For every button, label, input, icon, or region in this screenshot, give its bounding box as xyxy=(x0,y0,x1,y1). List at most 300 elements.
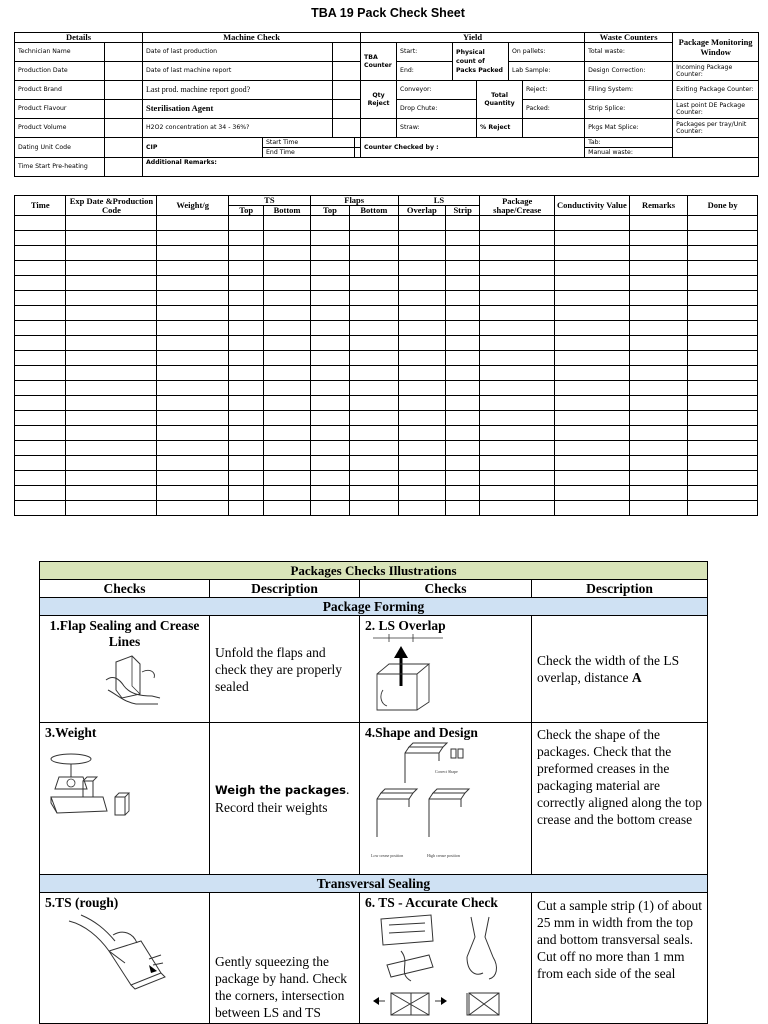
log-cell[interactable] xyxy=(66,381,157,396)
log-cell[interactable] xyxy=(157,441,229,456)
log-cell[interactable] xyxy=(446,276,480,291)
col-checks-1: Checks xyxy=(40,580,210,598)
log-cell[interactable] xyxy=(229,441,264,456)
log-cell[interactable] xyxy=(264,456,310,471)
log-cell[interactable] xyxy=(229,291,264,306)
log-cell[interactable] xyxy=(688,501,758,516)
log-cell[interactable] xyxy=(398,306,445,321)
log-cell[interactable] xyxy=(310,246,349,261)
log-cell[interactable] xyxy=(66,411,157,426)
log-cell[interactable] xyxy=(555,501,630,516)
log-cell[interactable] xyxy=(688,381,758,396)
log-cell[interactable] xyxy=(15,396,66,411)
log-cell[interactable] xyxy=(15,486,66,501)
section-package-forming: Package Forming xyxy=(40,598,708,616)
dating-unit-code-label: Dating Unit Code xyxy=(15,138,105,158)
pct-reject-field[interactable] xyxy=(523,119,585,138)
table-row xyxy=(15,336,758,351)
log-cell[interactable] xyxy=(66,441,157,456)
log-cell[interactable] xyxy=(555,486,630,501)
date-last-machine-report-field[interactable] xyxy=(333,62,361,81)
log-cell[interactable] xyxy=(480,336,555,351)
log-cell[interactable] xyxy=(310,411,349,426)
log-cell[interactable] xyxy=(629,366,688,381)
log-cell[interactable] xyxy=(264,396,310,411)
end-label: End: xyxy=(397,62,453,81)
log-cell[interactable] xyxy=(264,411,310,426)
log-cell[interactable] xyxy=(350,381,398,396)
log-cell[interactable] xyxy=(350,231,398,246)
log-cell[interactable] xyxy=(688,291,758,306)
log-cell[interactable] xyxy=(688,426,758,441)
log-cell[interactable] xyxy=(480,276,555,291)
product-flavour-field[interactable] xyxy=(105,100,143,119)
log-cell[interactable] xyxy=(555,351,630,366)
log-cell[interactable] xyxy=(629,216,688,231)
time-start-preheating-field[interactable] xyxy=(105,158,143,177)
last-point-counter-label: Last point DE Package Counter: xyxy=(673,100,759,119)
log-cell[interactable] xyxy=(555,366,630,381)
log-cell[interactable] xyxy=(229,246,264,261)
log-cell[interactable] xyxy=(555,216,630,231)
log-cell[interactable] xyxy=(264,426,310,441)
h2o2-concentration-label: H2O2 concentration at 34 - 36%? xyxy=(143,119,333,138)
sterilisation-agent-field[interactable] xyxy=(333,100,361,119)
log-cell[interactable] xyxy=(310,396,349,411)
log-cell[interactable] xyxy=(555,291,630,306)
log-cell[interactable] xyxy=(350,441,398,456)
log-cell[interactable] xyxy=(350,396,398,411)
log-cell[interactable] xyxy=(229,231,264,246)
log-cell[interactable] xyxy=(350,456,398,471)
log-cell[interactable] xyxy=(398,411,445,426)
log-cell[interactable] xyxy=(688,231,758,246)
log-cell[interactable] xyxy=(15,276,66,291)
log-cell[interactable] xyxy=(229,501,264,516)
log-cell[interactable] xyxy=(688,366,758,381)
log-cell[interactable] xyxy=(157,276,229,291)
log-cell[interactable] xyxy=(157,231,229,246)
log-cell[interactable] xyxy=(350,306,398,321)
log-cell[interactable] xyxy=(688,321,758,336)
log-cell[interactable] xyxy=(398,276,445,291)
log-cell[interactable] xyxy=(555,306,630,321)
log-cell[interactable] xyxy=(310,336,349,351)
log-cell[interactable] xyxy=(480,231,555,246)
log-cell[interactable] xyxy=(66,216,157,231)
log-cell[interactable] xyxy=(310,261,349,276)
log-cell[interactable] xyxy=(555,246,630,261)
log-cell[interactable] xyxy=(15,456,66,471)
flap-sealing-illustration xyxy=(100,650,170,708)
log-cell[interactable] xyxy=(15,441,66,456)
log-cell[interactable] xyxy=(15,501,66,516)
log-cell[interactable] xyxy=(350,291,398,306)
log-cell[interactable] xyxy=(446,411,480,426)
log-cell[interactable] xyxy=(480,351,555,366)
check-ts-accurate xyxy=(360,893,532,1024)
col-exp-date: Exp Date &Production Code xyxy=(66,196,157,216)
tab-label: Tab: xyxy=(585,138,672,148)
log-cell[interactable] xyxy=(629,276,688,291)
log-cell[interactable] xyxy=(629,291,688,306)
log-cell[interactable] xyxy=(229,426,264,441)
log-cell[interactable] xyxy=(66,336,157,351)
dating-unit-code-field[interactable] xyxy=(105,138,143,158)
log-cell[interactable] xyxy=(688,456,758,471)
drop-chute-label: Drop Chute: xyxy=(397,100,477,119)
log-cell[interactable] xyxy=(350,366,398,381)
log-cell[interactable] xyxy=(66,291,157,306)
log-cell[interactable] xyxy=(480,246,555,261)
log-cell[interactable] xyxy=(66,261,157,276)
log-cell[interactable] xyxy=(66,456,157,471)
log-cell[interactable] xyxy=(480,216,555,231)
log-cell[interactable] xyxy=(15,321,66,336)
log-cell[interactable] xyxy=(446,351,480,366)
log-cell[interactable] xyxy=(310,381,349,396)
log-cell[interactable] xyxy=(66,246,157,261)
log-cell[interactable] xyxy=(157,501,229,516)
log-cell[interactable] xyxy=(446,486,480,501)
log-cell[interactable] xyxy=(229,366,264,381)
log-cell[interactable] xyxy=(480,441,555,456)
log-cell[interactable] xyxy=(15,306,66,321)
log-cell[interactable] xyxy=(229,321,264,336)
log-cell[interactable] xyxy=(66,321,157,336)
log-cell[interactable] xyxy=(264,261,310,276)
log-cell[interactable] xyxy=(350,351,398,366)
log-cell[interactable] xyxy=(229,261,264,276)
log-cell[interactable] xyxy=(480,411,555,426)
ts-rough-description: Gently squeezing the package by hand. Check the corners, intersection between LS and TS xyxy=(210,893,360,1024)
log-cell[interactable] xyxy=(310,291,349,306)
log-cell[interactable] xyxy=(157,366,229,381)
log-cell[interactable] xyxy=(229,351,264,366)
shape-design-title: 4.Shape and Design xyxy=(365,725,478,740)
log-cell[interactable] xyxy=(629,246,688,261)
log-cell[interactable] xyxy=(264,336,310,351)
log-cell[interactable] xyxy=(446,246,480,261)
log-cell[interactable] xyxy=(229,306,264,321)
log-cell[interactable] xyxy=(398,231,445,246)
log-cell[interactable] xyxy=(310,471,349,486)
log-cell[interactable] xyxy=(398,321,445,336)
log-cell[interactable] xyxy=(446,306,480,321)
log-cell[interactable] xyxy=(398,366,445,381)
log-cell[interactable] xyxy=(480,501,555,516)
log-cell[interactable] xyxy=(157,351,229,366)
log-cell[interactable] xyxy=(446,456,480,471)
log-cell[interactable] xyxy=(629,471,688,486)
log-cell[interactable] xyxy=(555,261,630,276)
log-cell[interactable] xyxy=(446,501,480,516)
log-cell[interactable] xyxy=(555,336,630,351)
log-cell[interactable] xyxy=(480,366,555,381)
log-cell[interactable] xyxy=(688,306,758,321)
log-cell[interactable] xyxy=(555,411,630,426)
log-cell[interactable] xyxy=(398,396,445,411)
log-cell[interactable] xyxy=(446,321,480,336)
log-cell[interactable] xyxy=(629,456,688,471)
log-cell[interactable] xyxy=(310,426,349,441)
log-cell[interactable] xyxy=(310,306,349,321)
log-cell[interactable] xyxy=(15,471,66,486)
log-cell[interactable] xyxy=(398,381,445,396)
log-cell[interactable] xyxy=(229,471,264,486)
log-cell[interactable] xyxy=(350,411,398,426)
log-cell[interactable] xyxy=(350,426,398,441)
log-cell[interactable] xyxy=(446,291,480,306)
log-cell[interactable] xyxy=(398,441,445,456)
log-cell[interactable] xyxy=(350,276,398,291)
log-cell[interactable] xyxy=(555,231,630,246)
log-cell[interactable] xyxy=(555,456,630,471)
log-cell[interactable] xyxy=(15,336,66,351)
col-done-by: Done by xyxy=(688,196,758,216)
log-cell[interactable] xyxy=(629,501,688,516)
log-cell[interactable] xyxy=(629,381,688,396)
log-cell[interactable] xyxy=(264,246,310,261)
log-cell[interactable] xyxy=(350,501,398,516)
col-package-shape: Package shape/Crease xyxy=(480,196,555,216)
log-cell[interactable] xyxy=(446,381,480,396)
log-cell[interactable] xyxy=(629,411,688,426)
log-cell[interactable] xyxy=(15,351,66,366)
log-cell[interactable] xyxy=(15,291,66,306)
filling-system-label: Filling System: xyxy=(585,81,673,100)
col-flaps-bottom: Bottom xyxy=(350,206,398,216)
log-cell[interactable] xyxy=(480,486,555,501)
technician-name-field[interactable] xyxy=(105,43,143,62)
production-date-field[interactable] xyxy=(105,62,143,81)
log-cell[interactable] xyxy=(310,321,349,336)
log-cell[interactable] xyxy=(229,276,264,291)
log-cell[interactable] xyxy=(264,321,310,336)
log-cell[interactable] xyxy=(480,426,555,441)
log-cell[interactable] xyxy=(688,471,758,486)
log-cell[interactable] xyxy=(66,426,157,441)
log-cell[interactable] xyxy=(480,396,555,411)
log-cell[interactable] xyxy=(229,396,264,411)
log-cell[interactable] xyxy=(629,441,688,456)
log-cell[interactable] xyxy=(688,246,758,261)
log-cell[interactable] xyxy=(157,306,229,321)
log-cell[interactable] xyxy=(66,471,157,486)
log-cell[interactable] xyxy=(229,336,264,351)
log-cell[interactable] xyxy=(480,321,555,336)
log-cell[interactable] xyxy=(229,381,264,396)
product-brand-field[interactable] xyxy=(105,81,143,100)
log-cell[interactable] xyxy=(15,216,66,231)
log-cell[interactable] xyxy=(688,441,758,456)
log-cell[interactable] xyxy=(629,321,688,336)
log-cell[interactable] xyxy=(629,396,688,411)
log-cell[interactable] xyxy=(480,291,555,306)
log-cell[interactable] xyxy=(157,411,229,426)
log-cell[interactable] xyxy=(264,366,310,381)
log-cell[interactable] xyxy=(66,396,157,411)
log-cell[interactable] xyxy=(480,381,555,396)
log-cell[interactable] xyxy=(264,381,310,396)
log-cell[interactable] xyxy=(398,351,445,366)
last-prod-report-good-field[interactable] xyxy=(333,81,361,100)
log-cell[interactable] xyxy=(350,261,398,276)
log-cell[interactable] xyxy=(555,471,630,486)
log-cell[interactable] xyxy=(688,351,758,366)
log-cell[interactable] xyxy=(310,366,349,381)
log-cell[interactable] xyxy=(15,426,66,441)
log-cell[interactable] xyxy=(629,261,688,276)
log-cell[interactable] xyxy=(688,336,758,351)
log-cell[interactable] xyxy=(66,231,157,246)
log-cell[interactable] xyxy=(480,471,555,486)
log-cell[interactable] xyxy=(350,336,398,351)
log-cell[interactable] xyxy=(555,276,630,291)
log-cell[interactable] xyxy=(310,486,349,501)
log-cell[interactable] xyxy=(398,471,445,486)
log-cell[interactable] xyxy=(398,246,445,261)
log-cell[interactable] xyxy=(264,471,310,486)
log-cell[interactable] xyxy=(629,231,688,246)
sterilisation-agent-label: Sterilisation Agent xyxy=(143,100,333,119)
log-cell[interactable] xyxy=(446,396,480,411)
table-row xyxy=(15,501,758,516)
log-cell[interactable] xyxy=(264,216,310,231)
log-cell[interactable] xyxy=(446,471,480,486)
product-volume-field[interactable] xyxy=(105,119,143,138)
log-cell[interactable] xyxy=(157,261,229,276)
date-last-production-field[interactable] xyxy=(333,43,361,62)
log-cell[interactable] xyxy=(555,381,630,396)
log-cell[interactable] xyxy=(15,246,66,261)
log-cell[interactable] xyxy=(446,366,480,381)
col-conductivity: Conductivity Value xyxy=(555,196,630,216)
log-cell[interactable] xyxy=(264,276,310,291)
log-cell[interactable] xyxy=(157,396,229,411)
log-cell[interactable] xyxy=(157,381,229,396)
log-cell[interactable] xyxy=(264,306,310,321)
table-row xyxy=(15,426,758,441)
log-cell[interactable] xyxy=(264,501,310,516)
log-cell[interactable] xyxy=(157,291,229,306)
log-cell[interactable] xyxy=(446,216,480,231)
log-cell[interactable] xyxy=(398,216,445,231)
log-cell[interactable] xyxy=(350,471,398,486)
log-cell[interactable] xyxy=(15,381,66,396)
log-cell[interactable] xyxy=(157,336,229,351)
log-cell[interactable] xyxy=(15,261,66,276)
log-cell[interactable] xyxy=(310,456,349,471)
log-cell[interactable] xyxy=(229,216,264,231)
pkgs-mat-splice-label: Pkgs Mat Splice: xyxy=(585,119,673,138)
log-cell[interactable] xyxy=(350,246,398,261)
log-cell[interactable] xyxy=(264,441,310,456)
log-cell[interactable] xyxy=(15,231,66,246)
log-cell[interactable] xyxy=(480,261,555,276)
qty-reject-label: Qty Reject xyxy=(361,81,397,119)
log-cell[interactable] xyxy=(66,306,157,321)
log-cell[interactable] xyxy=(555,321,630,336)
log-cell[interactable] xyxy=(157,471,229,486)
log-cell[interactable] xyxy=(688,261,758,276)
log-cell[interactable] xyxy=(66,276,157,291)
shape-design-description: Check the shape of the packages. Check that the preformed creases in the packaging material are correctly aligned along the top crease and the bottom crease xyxy=(532,723,708,875)
log-cell[interactable] xyxy=(310,276,349,291)
log-cell[interactable] xyxy=(446,426,480,441)
log-cell[interactable] xyxy=(688,276,758,291)
log-cell[interactable] xyxy=(555,426,630,441)
log-cell[interactable] xyxy=(688,216,758,231)
log-cell[interactable] xyxy=(157,426,229,441)
additional-remarks-label: Additional Remarks: xyxy=(143,158,759,177)
log-cell[interactable] xyxy=(350,486,398,501)
log-cell[interactable] xyxy=(398,426,445,441)
log-cell[interactable] xyxy=(446,231,480,246)
log-cell[interactable] xyxy=(157,321,229,336)
log-cell[interactable] xyxy=(688,411,758,426)
log-cell[interactable] xyxy=(15,411,66,426)
log-cell[interactable] xyxy=(310,501,349,516)
log-cell[interactable] xyxy=(398,291,445,306)
log-cell[interactable] xyxy=(310,216,349,231)
h2o2-concentration-field[interactable] xyxy=(333,119,361,138)
log-cell[interactable] xyxy=(157,246,229,261)
log-cell[interactable] xyxy=(350,216,398,231)
log-cell[interactable] xyxy=(398,456,445,471)
log-cell[interactable] xyxy=(629,351,688,366)
log-cell[interactable] xyxy=(446,441,480,456)
log-cell[interactable] xyxy=(446,261,480,276)
log-cell[interactable] xyxy=(446,336,480,351)
log-cell[interactable] xyxy=(555,396,630,411)
log-cell[interactable] xyxy=(350,321,398,336)
log-cell[interactable] xyxy=(480,456,555,471)
log-cell[interactable] xyxy=(688,486,758,501)
log-cell[interactable] xyxy=(398,336,445,351)
log-cell[interactable] xyxy=(15,366,66,381)
log-cell[interactable] xyxy=(688,396,758,411)
log-cell[interactable] xyxy=(398,261,445,276)
log-cell[interactable] xyxy=(629,426,688,441)
log-cell[interactable] xyxy=(66,486,157,501)
log-cell[interactable] xyxy=(264,486,310,501)
log-cell[interactable] xyxy=(264,231,310,246)
log-cell[interactable] xyxy=(310,351,349,366)
log-cell[interactable] xyxy=(310,441,349,456)
log-cell[interactable] xyxy=(229,411,264,426)
log-cell[interactable] xyxy=(264,291,310,306)
log-cell[interactable] xyxy=(264,351,310,366)
log-cell[interactable] xyxy=(66,366,157,381)
straw-label: Straw: xyxy=(397,119,477,138)
log-cell[interactable] xyxy=(157,486,229,501)
log-cell[interactable] xyxy=(398,486,445,501)
log-cell[interactable] xyxy=(66,501,157,516)
log-cell[interactable] xyxy=(480,306,555,321)
log-cell[interactable] xyxy=(629,306,688,321)
log-cell[interactable] xyxy=(157,216,229,231)
log-cell[interactable] xyxy=(555,441,630,456)
log-cell[interactable] xyxy=(157,456,229,471)
log-cell[interactable] xyxy=(66,351,157,366)
log-cell[interactable] xyxy=(229,456,264,471)
log-cell[interactable] xyxy=(629,486,688,501)
log-cell[interactable] xyxy=(229,486,264,501)
log-cell[interactable] xyxy=(310,231,349,246)
log-cell[interactable] xyxy=(629,336,688,351)
log-cell[interactable] xyxy=(398,501,445,516)
